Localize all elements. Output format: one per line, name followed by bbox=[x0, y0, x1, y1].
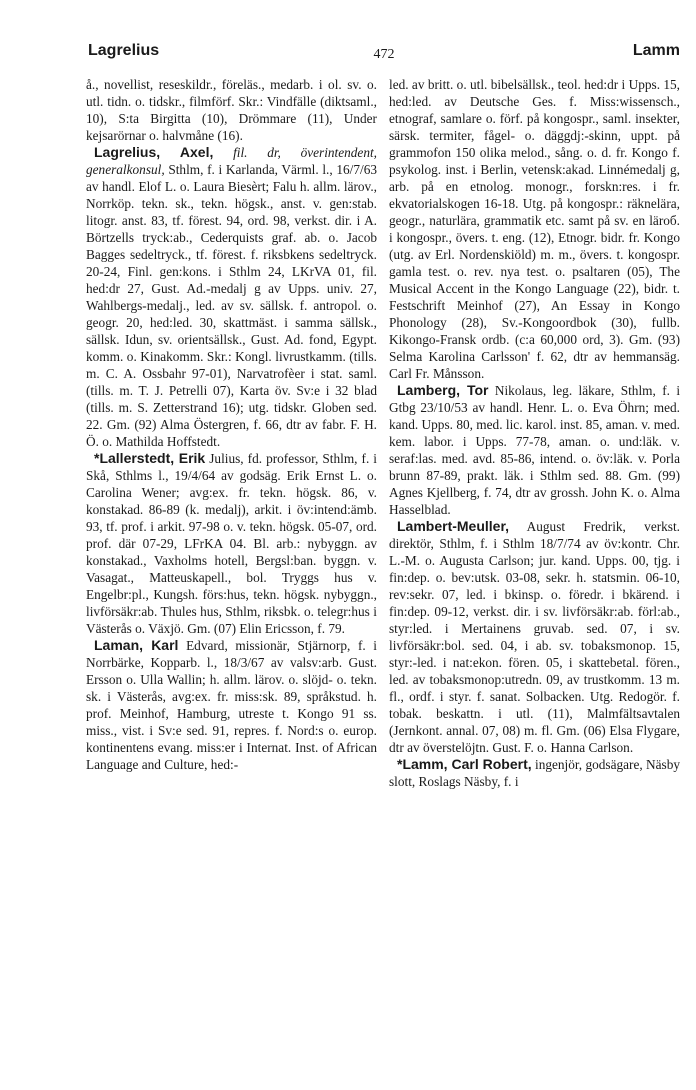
entry-headword: *Lallerstedt, Erik bbox=[94, 450, 206, 466]
entry-body: Nikolaus, leg. läkare, Sthlm, f. i Gtbg 23/10/53 av handl. Henr. L. o. Eva Öhrn; med. kand. Upps. 80, med. lic. karol. inst. 85, aman. v. med. kem. labor. i Upps. 77-78, aman. o. und:läk. v. seraf:las. med. avd. 85-86, intend. o. öv:läk. v. Porla brunn 87-89, prakt. läk. i Sthlm sed. 88. Gm. (99) Agnes Kjellberg, f. 74, dtr av grossh. John K. o. Alma Hasselblad. bbox=[389, 383, 681, 517]
entry-body: August Fredrik, verkst. direktör, Sthlm, f. i Sthlm 18/7/74 av öv:kontr. Chr. L.-M. o. Augusta Carlson; jur. kand. Upps. 00, tjg. i fin:dep. o. bev:utsk. 03-08, sekr. h. statsmin. 06-10, rev:sekr. 07, led. i bkinsp. o. föredr. i bkärend. i fin:dep. 09-12, verkst. dir. i sv. livförsäkr:ab. förl:ab., styr:led. i Mertainens gruvab. sed. 07, i sv. livförsäkr:bol. sed. 04, i ab. sv. tobaksmonop. 15, styr:-led. i nat:ekon. fören. 05, i skattebetal. fören., led. av tobaksmonop:utredn. 09, av trustkomm. 13 m. fl., ordf. i styr. f. sanat. Solbacken. Utg. Redogör. f. tobak. beskattn. i utl. (11), Malmfältsavtalen (Jernkont. annal. 07, 08) m. fl. Gm. (06) Elsa Flygare, dtr av överstelöjtn. Gust. F. o. Hanna Carlson. bbox=[389, 519, 681, 755]
entry-headword: Lambert-Meuller, bbox=[397, 518, 510, 534]
entry-body: Julius, fd. professor, Sthlm, f. i Skå, Sthlms l., 19/4/64 av godsäg. Erik Ernst L. o. Carolina Wener; avg:ex. fr. tekn. högsk. 86, v. konstakad. 86-89 (k. medalj), arkit. i öv:intend:ämb. 93, tf. prof. i arkit. 97-98 o. v. tekn. högsk. 05-07, ord. prof. där 07-29, LFrKA 04. Bl. arb.: nybyggn. av konstakad., Vaxholms hotell, Bergsl:ban. byggn. v. Vasagat., Matteuskapell., bol. Tryggs hus v. Engelbr:pl., Kungsh. förs:hus, tekn. högsk. nybyggn., livförsäkr:ab. Thules hus, Sthlm, riksbk. o. telegr:hus i Västerås o. Växjö. Gm. (07) Elin Ericsson, f. 79. bbox=[86, 451, 377, 636]
entry-lamberg-tor bbox=[389, 382, 680, 518]
entry-body: led. av britt. o. utl. bibelsällsk., teol. hed:dr i Upps. 15, hed:led. av Deutsche Ges. f. Miss:wissensch., etnograf, samlare o. förf. på kongospr., saml. insekter, särsk. termiter, fågel- o. däggdj:-skinn, uppt. på grammofon 150 olika melod., sång. o. d. fr. Kongo f. psykolog. inst. i Berlin, vetensk:akad. Linnémedalj g, arb. på en etnolog. monogr., forskn:res. i fr. ekvatorialskogen 16-18. Utg. på kongospr.: räknelära, geogr., naturlära, grammatik etc. samt på sv. en läroб. i kongospr., övers. t. eng. (12), Etnogr. bidr. fr. Kongo (utg. av Erl. Nordenskiöld) m. m., övers. t. kongospr. gamla test. o. rev. nya test. o. psaltaren (05), The Musical Accent in the Kongo Language (22), bidr. t. Festschrift Meinhof (27), An Essay in Kongo Phonology (28), Sv.-Kongoordbok (30), fullb. Kikongo-Fransk ordb. (c:a 60,000 ord, 3). Gm. (93) Selma Karolina Carlsson' f. 62, dtr av hemmansäg. Carl Fr. Månsson. bbox=[389, 77, 680, 381]
right-column bbox=[389, 76, 680, 790]
entry-continued bbox=[86, 76, 377, 144]
entry-headword: Lamberg, Tor bbox=[397, 382, 489, 398]
entry-headword: *Lamm, Carl Robert, bbox=[397, 756, 532, 772]
entry-headword: Laman, Karl bbox=[94, 637, 179, 653]
entry-body: ingenjör, godsägare, Näsby slott, Roslags Näsby, f. i bbox=[389, 757, 680, 789]
running-head-left: Lagrelius bbox=[88, 42, 160, 59]
entry-laman-karl bbox=[86, 637, 377, 773]
entry-headword: Lagrelius, Axel, bbox=[94, 144, 214, 160]
entry-lagrelius-axel bbox=[86, 144, 377, 450]
running-head-right: Lamm bbox=[632, 42, 680, 59]
entry-lallerstedt-erik bbox=[86, 450, 377, 637]
page-header bbox=[88, 30, 680, 60]
entry-title: fil. dr, överintendent, generalkonsul, bbox=[86, 145, 378, 177]
entry-lambert-meuller bbox=[389, 518, 680, 756]
entry-continued bbox=[389, 76, 680, 382]
left-column bbox=[86, 76, 377, 773]
entry-body: Edvard, missionär, Stjärnorp, f. i Norrbärke, Kopparb. l., 18/3/67 av valsv:arb. Gust. Ersson o. Ulla Wallin; h. allm. lärov. o. slöjd- o. tekn. sk. i Västerås, avg:ex. fr. miss:sk. 89, språkstud. h. prof. Meinhof, Hamburg, utreste t. Kongo 91 ss. miss., vist. i Sv:e sed. 91, repres. f. Nord:s o. europ. kontinentens evang. miss:er i Internat. Inst. of African Language and Culture, hed:- bbox=[86, 638, 378, 772]
entry-body: Sthlm, f. i Karlanda, Värml. l., 16/7/63 av handl. Elof L. o. Laura Biesèrt; Falu h. allm. lärov., Norrköp. tekn. sk., tekn. högsk., anst. v. gen:stab. litogr. anst. 83, tf. förest. 94, ord. 98, verkst. dir. i A. Börtzells tryck:ab., Cederquists graf. ab. o. Jacob Bagges sedeltryck., tf. förest. f. riksbkens sedeltryck. 20-24, Finl. gen:kons. i Sthlm 24, LKrVA 01, fil. hed:dr 27, Gust. Ad.-medalj g av Upps. univ. 27, Wahlbergs-medalj., led. av sv. sällsk. f. antropol. o. geogr. 20, hed:led. 30, skattmäst. i samma sällsk., sällsk. Idun, sv. orientsällsk., Gust. Ad. fond, Egypt. komm. o. Kinakomm. Skr.: Kongl. livrustkamm. (tills. m. C. A. Ossbahr 97-01), Narvatrofèer i stat. saml. (tills. m. T. J. Petrelli 07), Karta öv. Sv:e i 32 blad (tills. m. S. Zetterstrand 16); utg. tidskr. Globen sed. 22. Gm. (92) Alma Östergren, f. 66, dtr av fabr. F. H. Ö. o. Mathilda Hoffstedt. bbox=[86, 162, 377, 449]
entry-lamm-carl-robert bbox=[389, 756, 680, 790]
entry-body: å., novellist, reseskildr., föreläs., medarb. i ol. sv. o. utl. tidn. o. tidskr., filmförf. Skr.: Vindfälle (diktsaml., 10), S:ta Birgitta (10), Drömmare (11), Under kejsarörnar o. halvmåne (16). bbox=[86, 77, 377, 143]
page-number: 472 bbox=[373, 47, 395, 62]
